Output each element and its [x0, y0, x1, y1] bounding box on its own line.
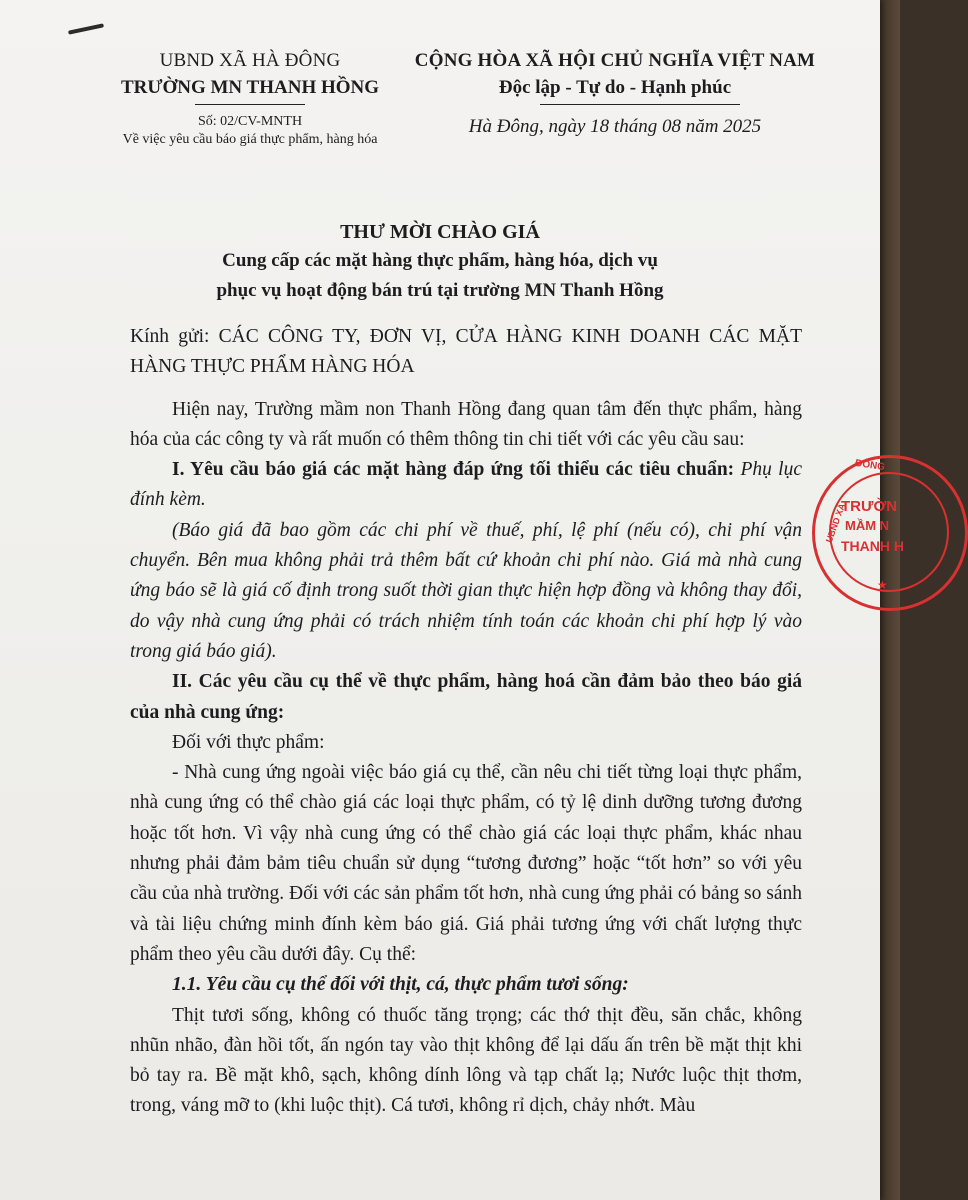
section-1-heading: I. Yêu cầu báo giá các mặt hàng đáp ứng tối thiểu các tiêu chuẩn: — [172, 459, 735, 481]
document-number: Số: 02/CV-MNTH — [197, 114, 303, 129]
section-2-heading: II. Các yêu cầu cụ thể về thực phẩm, hàng hoá cần đảm bảo theo báo giá của nhà cung ứng: — [130, 671, 802, 723]
header-right-rule — [540, 104, 740, 105]
document-subtitle-line-2: phục vụ hoạt động bán trú tại trường MN Thanh Hồng — [216, 280, 664, 301]
document-title: THƯ MỜI CHÀO GIÁ — [340, 221, 540, 243]
agency-name: UBND XÃ HÀ ĐÔNG — [159, 50, 341, 71]
subsection-1-1-text: Thịt tươi sống, không có thuốc tăng trọng; các thớ thịt đều, săn chắc, không nhũn nhão, đàn hồi tốt, ấn ngón tay vào thịt không để lại dấu ấn trên bề mặt thịt khi bỏ tay ra. Bề mặt khô, sạch, không dính lông và tạp chất lạ; Nước luộc thịt thơm, trong, váng mỡ to (khi luộc thịt). Cá tươi, không rỉ dịch, chảy nhớt. Màu — [130, 1004, 802, 1117]
food-requirements-paragraph: - Nhà cung ứng ngoài việc báo giá cụ thể, cần nêu chi tiết từng loại thực phẩm, nhà cung ứng có thể chào giá các loại thực phẩm, có tỷ lệ dinh dưỡng tương đương hoặc tốt hơn. Vì vậy nhà cung ứng có thể chào giá các loại thực phẩm, khác nhau nhưng phải đảm bảm tiêu chuẩn sử dụng “tương đương” hoặc “tốt hơn” so với yêu cầu của nhà trường. Đối với các sản phẩm tốt hơn, nhà cung ứng phải có bảng so sánh và tài liệu chứng minh đính kèm báo giá. Giá phải tương ứng với chất lượng thực phẩm theo yêu cầu dưới đây. Cụ thể: — [130, 762, 802, 965]
pen-mark — [68, 23, 104, 34]
stamp-line-3: THANH H — [841, 538, 904, 554]
stamp-line-2: MẦM N — [845, 518, 890, 533]
intro-paragraph: Hiện nay, Trường mầm non Thanh Hồng đang quan tâm đến thực phẩm, hàng hóa của các công ty và rất muốn có thêm thông tin chi tiết với các yêu cầu sau: — [130, 398, 802, 450]
document-subject: Về việc yêu cầu báo giá thực phẩm, hàng hóa — [122, 132, 378, 147]
food-label: Đối với thực phẩm: — [172, 731, 325, 753]
section-1-appendix-ref: Phụ lục đính kèm. — [130, 459, 803, 511]
red-official-stamp — [812, 455, 968, 611]
stamp-top-text: ĐÔNG — [854, 457, 886, 474]
section-1-note: (Báo giá đã bao gồm các chi phí về thuế, phí, lệ phí (nếu có), chi phí vận chuyển. Bên mua không phải trả thêm bất cứ khoản chi phí nào. Giá mà nhà cung ứng báo sẽ là giá cố định trong suốt thời gian thực hiện hợp đồng và không thay đổi, do vậy nhà cung ứng phải có trách nhiệm tính toán các khoản chi phí hợp lý vào trong giá báo giá). — [130, 519, 802, 662]
stamp-line-1: TRƯỜN — [841, 498, 898, 515]
header-left — [95, 48, 405, 149]
header-right — [405, 48, 825, 139]
school-name: TRƯỜNG MN THANH HỒNG — [120, 77, 380, 98]
letter-body — [130, 322, 802, 1122]
stamp-side-text: UBND XÃ — [823, 502, 848, 544]
section-1-heading-paragraph — [130, 455, 802, 516]
title-block — [60, 218, 820, 306]
national-motto: Độc lập - Tự do - Hạnh phúc — [498, 77, 732, 98]
document-subtitle-line-1: Cung cấp các mặt hàng thực phẩm, hàng hóa, dịch vụ — [222, 250, 658, 271]
stamp-star-icon: ★ — [877, 578, 888, 592]
header-left-rule — [195, 104, 305, 105]
subsection-1-1-heading: 1.1. Yêu cầu cụ thể đối với thịt, cá, thực phẩm tươi sống: — [172, 974, 629, 996]
recipient-line: Kính gửi: CÁC CÔNG TY, ĐƠN VỊ, CỬA HÀNG KINH DOANH CÁC MẶT HÀNG THỰC PHẨM HÀNG HÓA — [130, 326, 802, 378]
republic-name: CỘNG HÒA XÃ HỘI CHỦ NGHĨA VIỆT NAM — [414, 50, 816, 71]
dateline: Hà Đông, ngày 18 tháng 08 năm 2025 — [468, 116, 762, 137]
